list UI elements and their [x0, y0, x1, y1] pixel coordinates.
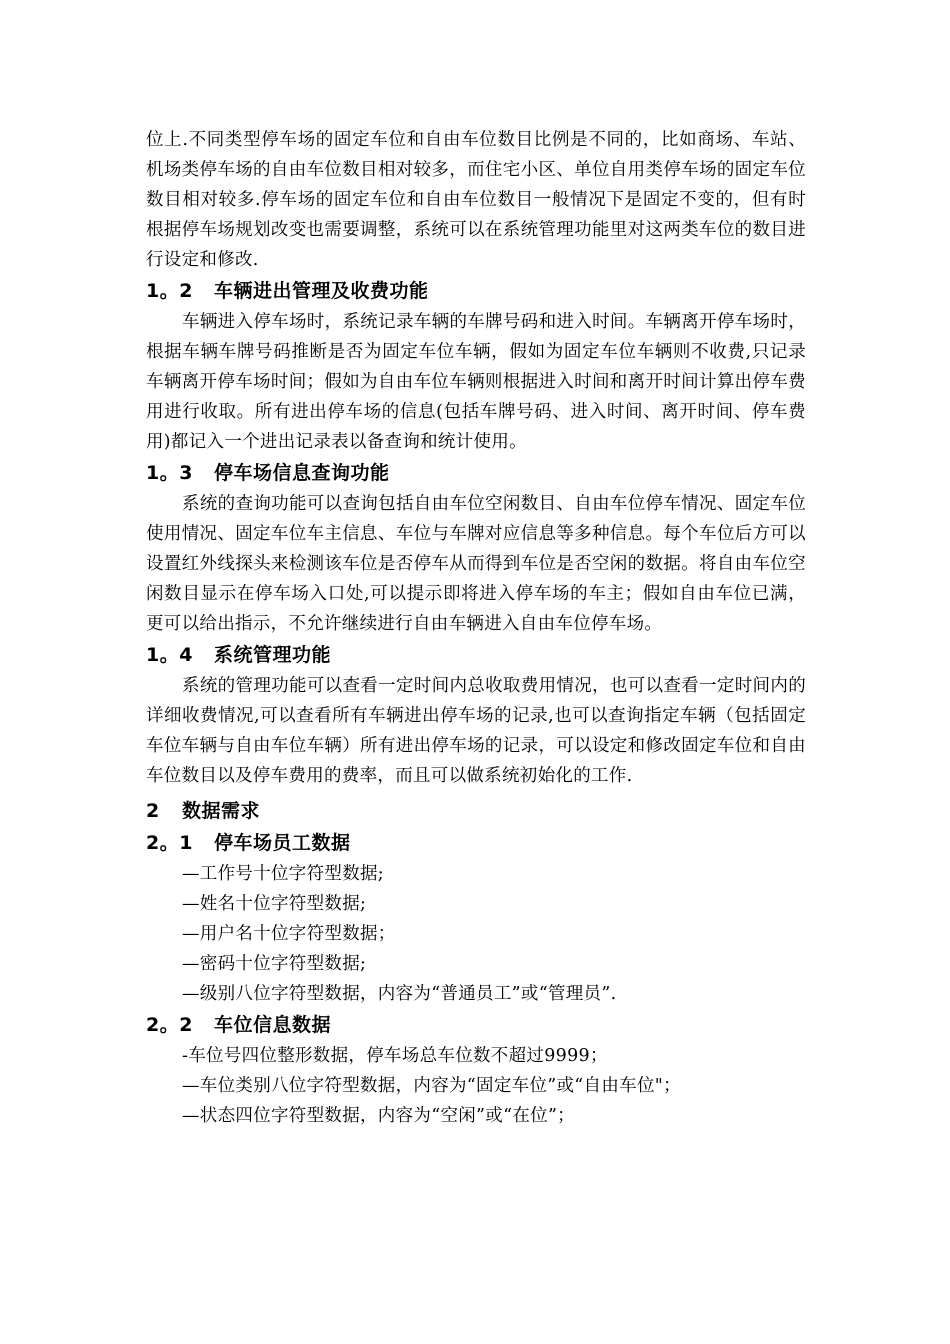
list-item: —状态四位字符型数据，内容为“空闲”或“在位”； — [182, 1106, 575, 1126]
document-page — [146, 125, 806, 1131]
list-item: —用户名十位字符型数据； — [182, 924, 396, 944]
section-1-3-body: 系统的查询功能可以查询包括自由车位空闲数目、自由车位停车情况、固定车位使用情况、固定车位车主信息、车位与车牌对应信息等多种信息。每个车位后方可以设置红外线探头来检测该车位是否停车从而得到车位是否空闲的数据。将自由车位空闲数目显示在停车场入口处,可以提示即将进入停车场的车主；假如自由车位已满，更可以给出指示，不允许继续进行自由车辆进入自由车位停车场。 — [146, 494, 806, 634]
list-item: -车位号四位整形数据，停车场总车位数不超过9999； — [182, 1046, 608, 1066]
list-item: —工作号十位字符型数据; — [182, 864, 384, 884]
list-item: —级别八位字符型数据，内容为“普通员工”或“管理员”. — [182, 984, 617, 1004]
intro-paragraph: 位上.不同类型停车场的固定车位和自由车位数目比例是不同的，比如商场、车站、机场类停车场的自由车位数目相对较多，而住宅小区、单位自用类停车场的固定车位数目相对较多.停车场的固定车位和自由车位数目一般情况下是固定不变的，但有时根据停车场规划改变也需要调整，系统可以在系统管理功能里对这两类车位的数目进行设定和修改. — [146, 130, 806, 270]
section-1-2-body: 车辆进入停车场时，系统记录车辆的车牌号码和进入时间。车辆离开停车场时，根据车辆车牌号码推断是否为固定车位车辆，假如为固定车位车辆则不收费,只记录车辆离开停车场时间；假如为自由车位车辆则根据进入时间和离开时间计算出停车费用进行收取。所有进出停车场的信息(包括车牌号码、进入时间、离开时间、停车费用)都记入一个进出记录表以备查询和统计使用。 — [146, 312, 806, 452]
section-1-4-heading — [146, 639, 806, 671]
section-number: 1。3 — [146, 462, 193, 484]
section-title: 系统管理功能 — [214, 644, 332, 666]
section-title: 车位信息数据 — [214, 1014, 332, 1036]
list-item: —姓名十位字符型数据; — [182, 894, 367, 914]
section-title: 数据需求 — [182, 800, 261, 822]
section-2-2-heading — [146, 1009, 806, 1041]
section-title: 停车场信息查询功能 — [214, 462, 390, 484]
section-1-2-heading — [146, 275, 806, 307]
section-number: 2。2 — [146, 1014, 193, 1036]
list-item: —车位类别八位字符型数据，内容为“固定车位”或“自由车位"； — [182, 1076, 681, 1096]
section-1-4-body: 系统的管理功能可以查看一定时间内总收取费用情况，也可以查看一定时间内的详细收费情况,可以查看所有车辆进出停车场的记录,也可以查询指定车辆（包括固定车位车辆与自由车位车辆）所有进出停车场的记录，可以设定和修改固定车位和自由车位数目以及停车费用的费率，而且可以做系统初始化的工作. — [146, 676, 806, 786]
section-title: 车辆进出管理及收费功能 — [214, 280, 429, 302]
section-2-heading — [146, 795, 806, 827]
section-number: 1。4 — [146, 644, 193, 666]
section-1-3-heading — [146, 457, 806, 489]
section-number: 2。1 — [146, 832, 193, 854]
section-number: 1。2 — [146, 280, 193, 302]
section-title: 停车场员工数据 — [214, 832, 351, 854]
section-number: 2 — [146, 800, 160, 822]
section-2-1-heading — [146, 827, 806, 859]
list-item: —密码十位字符型数据; — [182, 954, 367, 974]
